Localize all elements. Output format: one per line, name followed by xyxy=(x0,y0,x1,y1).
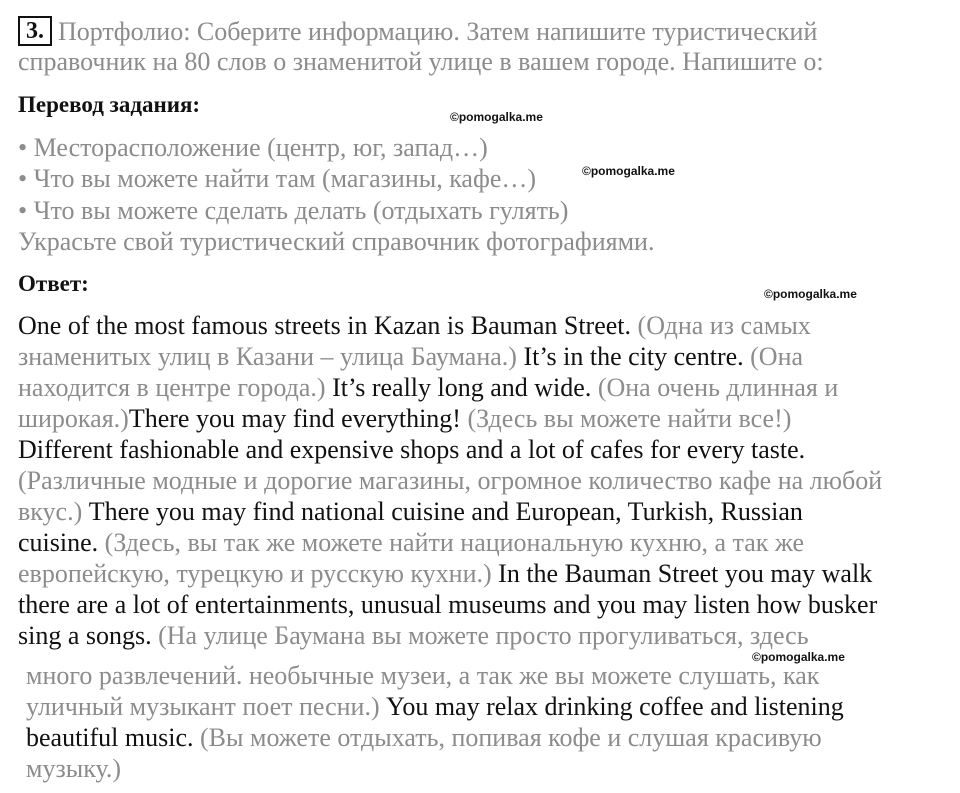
answer-line: One of the most famous streets in Kazan is Bauman Street. (Одна из самых xyxy=(18,311,811,340)
task-line-2: справочник на 80 слов о знаменитой улице в вашем городе. Напишите о: xyxy=(18,47,824,76)
bullet-item: • Что вы можете найти там (магазины, кафе…) xyxy=(18,164,537,193)
watermark: ©pomogalka.me xyxy=(752,650,845,664)
watermark: ©pomogalka.me xyxy=(764,287,857,301)
answer-line: находится в центре города.) It’s really long and wide. (Она очень длинная и xyxy=(18,373,839,402)
watermark: ©pomogalka.me xyxy=(582,164,675,178)
answer-line: знаменитых улиц в Казани – улица Баумана.) It’s in the city centre. (Она xyxy=(18,342,804,371)
answer-line: there are a lot of entertainments, unusual museums and you may listen how busker xyxy=(18,590,878,619)
task-number: 3. xyxy=(18,16,52,46)
decorate-line: Украсьте свой туристический справочник фотографиями. xyxy=(18,227,655,256)
answer-line: beautiful music. (Вы можете отдыхать, попивая кофе и слушая красивую xyxy=(26,723,822,752)
answer-line: вкус.) There you may find national cuisine and European, Turkish, Russian xyxy=(18,497,803,526)
answer-line: cuisine. (Здесь, вы так же можете найти национальную кухню, а так же xyxy=(18,528,805,557)
answer-line: европейскую, турецкую и русскую кухни.) In the Bauman Street you may walk xyxy=(18,559,873,588)
answer-line: музыку.) xyxy=(26,754,122,783)
answer-line: sing a songs. (На улице Баумана вы можете просто прогуливаться, здесь xyxy=(18,621,809,650)
answer-line: уличный музыкант поет песни.) You may relax drinking coffee and listening xyxy=(26,692,844,721)
bullet-item: • Что вы можете сделать делать (отдыхать гулять) xyxy=(18,196,569,225)
answer-line: широкая.)There you may find everything! (Здесь вы можете найти все!) xyxy=(18,404,792,433)
task-line-1: 3. Портфолио: Соберите информацию. Затем напишите туристический xyxy=(18,16,817,47)
watermark: ©pomogalka.me xyxy=(450,110,543,124)
bullet-item: • Месторасположение (центр, юг, запад…) xyxy=(18,133,488,162)
answer-line: (Различные модные и дорогие магазины, огромное количество кафе на любой xyxy=(18,466,883,495)
answer-heading: Ответ: xyxy=(18,271,89,296)
answer-line: много развлечений. необычные музеи, а так же вы можете слушать, как xyxy=(26,661,820,690)
answer-line: Different fashionable and expensive shops and a lot of cafes for every taste. xyxy=(18,435,806,464)
translation-heading: Перевод задания: xyxy=(18,92,201,117)
